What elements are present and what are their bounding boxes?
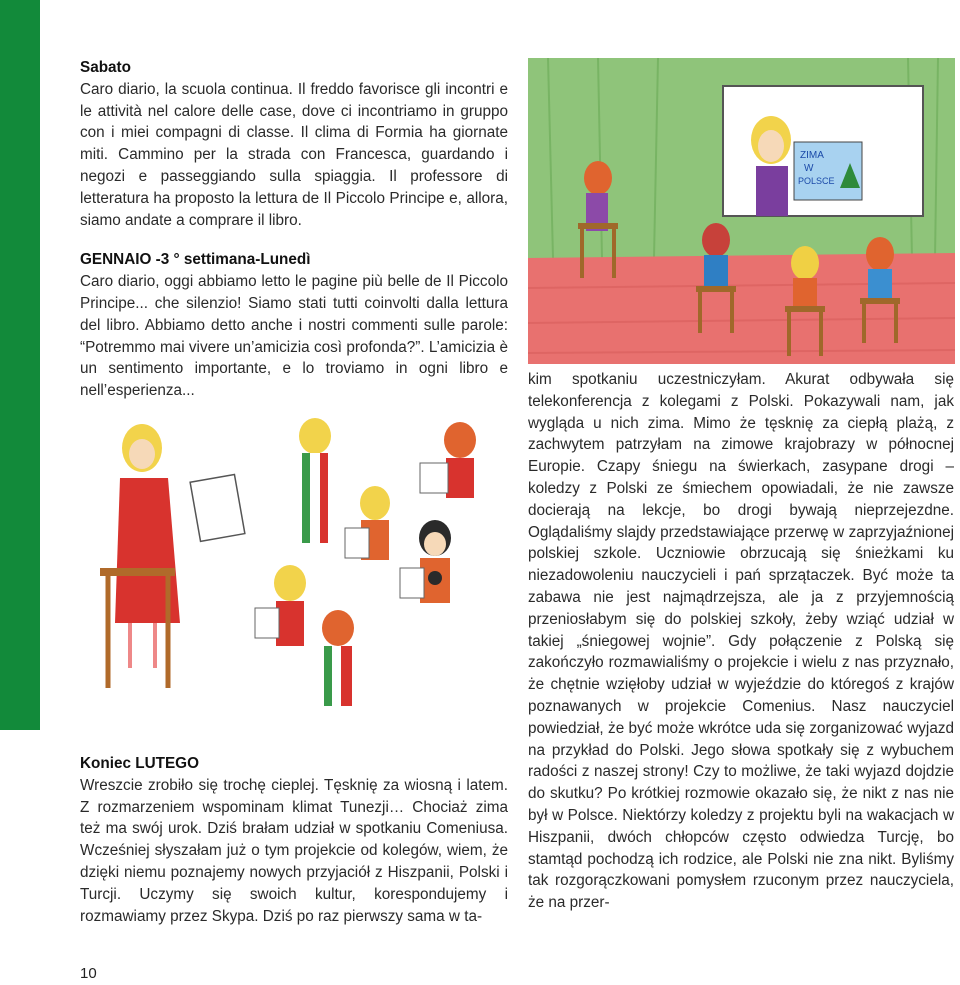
section-body-gennaio: Caro diario, oggi abbiamo letto le pagine più belle de Il Piccolo Principe... che silenzio! Siamo stati tutti coinvolti dalla lettura del libro. Abbiamo detto anche i nostri commenti sulle parole: “Potremmo mai vivere un’amicizia così profonda?”. L’amicizia è un sentimento importante, e lo troviamo in ogni libro e nell’esperienza... <box>80 273 508 400</box>
drawing-teleconference <box>528 58 955 364</box>
drawing-reading-class <box>80 418 508 728</box>
left-column-bottom <box>80 753 508 927</box>
section-heading-koniec-lutego: Koniec LUTEGO <box>80 755 199 772</box>
side-color-bar <box>0 0 40 730</box>
slide-text-3: POLSCE <box>798 176 835 186</box>
right-column <box>528 369 954 914</box>
section-body-koniec-lutego: Wreszcie zrobiło się trochę cieplej. Tęsknię za wiosną i latem. Z rozmarzeniem wspominam klimat Tunezji… Chociaż zima też ma swój urok. Dziś brałam udział w spotkaniu Comeniusa. Wcześniej słyszałam już o tym projekcie od kolegów, wiem, że dzięki niemu poznajemy nowych przyjaciół z Hiszpanii, Polski i Turcji. Uczymy się swoich kultur, korespondujemy i rozmawiamy przez Skypa. Dziś po raz pierwszy sama w ta- <box>80 776 508 925</box>
section-body-continued: kim spotkaniu uczestniczyłam. Akurat odbywała się telekonferencja z kolegami z Polski. Pokazywali nam, jak wygląda u nich zima. Mimo że tęsknię za ciepłą plażą, z zachwytem patrzyłam na zimowe krajobrazy w północnej Europie. Czapy śniegu na świerkach, zasypane drogi – koledzy z Polski ze śmiechem opowiadali, że nie zawsze docierają na lekcje, bo drogi bywają nieprzejezdne. Oglądaliśmy slajdy przedstawiające przerwę w zaprzyjaźnionej polskiej szkole. Uczniowie obrzucają się śnieżkami ku niezadowoleniu nauczycieli i pań sprzątaczek. Być może ta zabawa nie jest najmądrzejsza, ale ja z przyjemnością przeniosłabym się do polskiej szkoły, żeby wziąć udział w takiej „śniegowej wojnie”. Gdy połączenie z Polską się zakończyło rozmawialiśmy o projekcie i wielu z nas przyznało, że chętnie wzięłoby udział w wyjeździe do któregoś z krajów poznawanych w projekcie Comenius. Nasz nauczyciel powiedział, że być może wkrótce uda się zorganizować wyjazd na przykład do Polski. Jego słowa spotkały się z wybuchem radości z naszej strony! Czy to możliwe, że taki wyjazd dojdzie do skutku? Po krótkiej rozmowie okazało się, że nikt z nas nie był w Polsce. Niektórzy koledzy z projektu byli na wakacjach w Hiszpanii, dwóch chłopców często odwiedza Turcję, bo stamtąd pochodzą ich rodzice, ale Polski nie zna nikt. Byliśmy tak rozgorączkowani pomysłem rzuconym przez nauczyciela, że na przer- <box>528 371 954 912</box>
section-heading-gennaio: GENNAIO -3 ° settimana-Lunedì <box>80 251 311 269</box>
section-heading-sabato: Sabato <box>80 59 131 76</box>
slide-text-1: ZIMA <box>800 150 824 161</box>
left-column-top <box>80 57 508 402</box>
slide-text-2: W <box>804 163 814 174</box>
section-body-sabato: Caro diario, la scuola continua. Il freddo favorisce gli incontri e le attività nel calore delle case, dove ci incontriamo in gruppo con i miei compagni di classe. Il clima di Formia ha giornate miti. Cammino per la strada con Francesca, guardando i negozi e passeggiando sulla spiaggia. Il professore di letteratura ha proposto la lettura de Il Piccolo Principe e, allora, siamo andate a comprare il libro. <box>80 80 508 229</box>
page-number: 10 <box>80 965 97 982</box>
